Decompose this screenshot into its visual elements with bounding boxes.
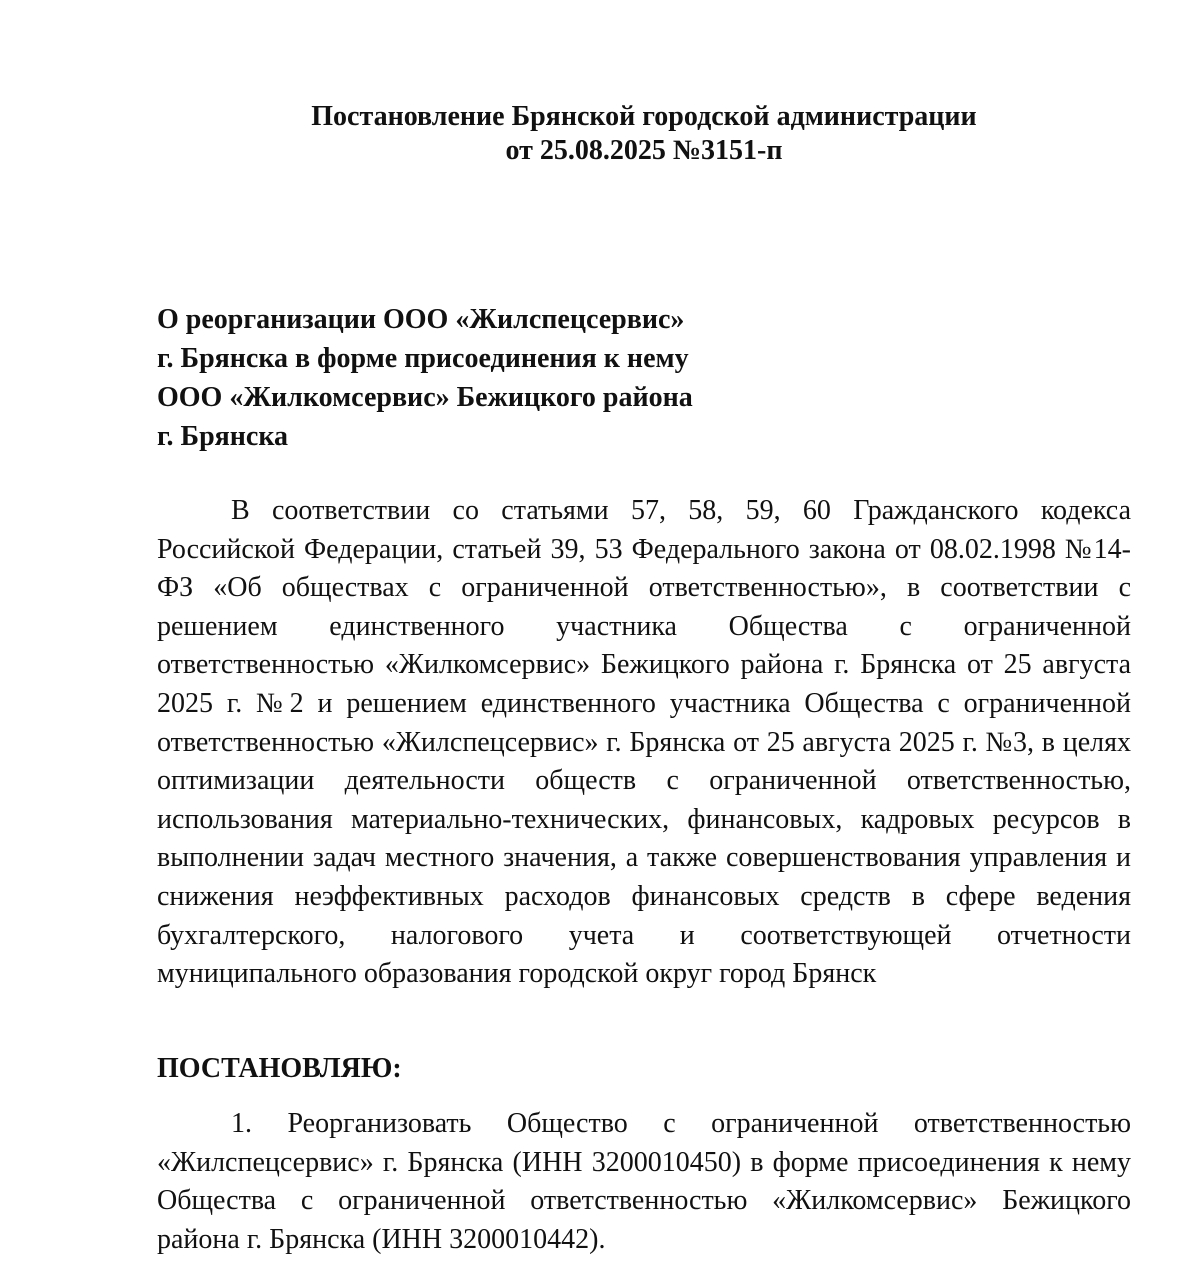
subject-line-1: О реорганизации ООО «Жилспецсервис» xyxy=(157,304,685,335)
subject-line-2: г. Брянска в форме присоединения к нему xyxy=(157,343,689,374)
document-title-line-2: от 25.08.2025 №3151-п xyxy=(505,135,783,166)
document-subject xyxy=(157,300,857,456)
decree-item-1: 1. Реорганизовать Общество с ограниченной ответственностью «Жилспецсервис» г. Брянска (ИНН 3200010450) в форме присоединения к нему Общества с ограниченной ответственностью «Жилкомсервис» Бежицкого района г. Брянска (ИНН 3200010442). xyxy=(157,1108,1131,1255)
subject-line-4: г. Брянска xyxy=(157,421,289,452)
preamble-paragraph: В соответствии со статьями 57, 58, 59, 60 Гражданского кодекса Российской Федерации, статьей 39, 53 Федерального закона от 08.02.1998 №14-ФЗ «Об обществах с ограниченной ответственностью», в соответствии с решением единственного участника Общества с ограниченной ответственностью «Жилкомсервис» Бежицкого района г. Брянска от 25 августа 2025 г. №2 и решением единственного участника Общества с ограниченной ответственностью «Жилспецсервис» г. Брянска от 25 августа 2025 г. №3, в целях оптимизации деятельности обществ с ограниченной ответственностью, использования материально-технических, финансовых, кадровых ресурсов в выполнении задач местного значения, а также совершенствования управления и снижения неэффективных расходов финансовых средств в сфере ведения бухгалтерского, налогового учета и соответствующей отчетности муниципального образования городской округ город Брянск xyxy=(157,495,1131,990)
document-title-line-1: Постановление Брянской городской администрации xyxy=(311,101,977,132)
document-title xyxy=(0,100,1199,168)
decree-heading: ПОСТАНОВЛЯЮ: xyxy=(157,1053,402,1084)
subject-line-3: ООО «Жилкомсервис» Бежицкого района xyxy=(157,382,693,413)
